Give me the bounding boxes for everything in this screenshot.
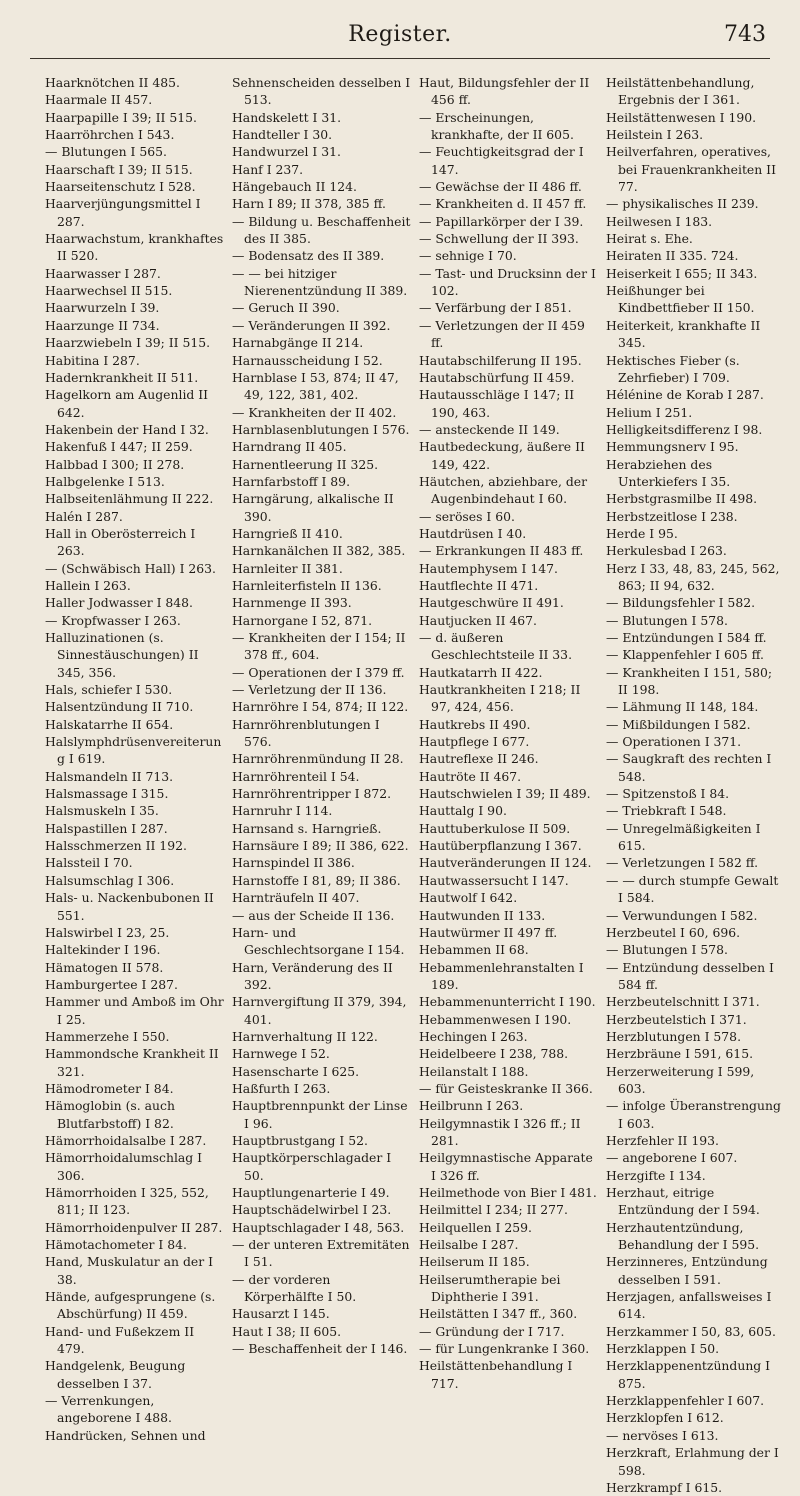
index-entry: Harnkanälchen II 382, 385. xyxy=(232,543,406,559)
index-entry: Hagelkorn am Augenlid II 642. xyxy=(45,387,209,420)
index-entry: — Spitzenstoß I 84. xyxy=(606,786,730,802)
index-entry: Harnröhre I 54, 874; II 122. xyxy=(232,699,409,715)
index-entry: Heilstättenbehandlung I 717. xyxy=(419,1358,573,1391)
index-entry: Hall in Oberösterreich I 263. xyxy=(45,525,196,559)
index-entry: — Klappenfehler I 605 ff. xyxy=(606,647,764,663)
index-columns xyxy=(45,74,785,1495)
index-entry: Heilmittel I 234; II 277. xyxy=(419,1202,568,1218)
index-entry: Sehnenscheiden desselben I 513. xyxy=(232,75,411,108)
index-entry: Hautwolf I 642. xyxy=(419,890,518,906)
index-entry: — Schwellung der II 393. xyxy=(419,231,579,247)
index-entry: — Feuchtigkeitsgrad der I 147. xyxy=(419,144,584,177)
index-entry: Hautkatarrh II 422. xyxy=(419,664,543,680)
index-entry: Helium I 251. xyxy=(606,404,693,420)
index-entry: Hautkrebs II 490. xyxy=(419,716,531,732)
index-entry: Hautflechte II 471. xyxy=(419,577,539,593)
index-entry: Heilbrunn I 263. xyxy=(419,1098,524,1114)
index-entry: Harndrang II 405. xyxy=(232,439,347,455)
index-entry: — Verwundungen I 582. xyxy=(606,907,758,923)
index-entry: Handteller I 30. xyxy=(232,127,333,143)
index-entry: Harnstoffe I 81, 89; II 386. xyxy=(232,872,401,888)
index-entry: — Unregelmäßigkeiten I 615. xyxy=(606,820,761,854)
index-entry: Herzjagen, anfallsweises I 614. xyxy=(606,1289,772,1322)
index-entry: Hämorrhoidalumschlag I 306. xyxy=(45,1150,203,1183)
index-entry: Haarverjüngungsmittel I 287. xyxy=(45,196,201,229)
index-entry: Haarmale II 457. xyxy=(45,92,153,108)
index-entry: — Verletzungen I 582 ff. xyxy=(606,855,759,871)
index-entry: Harn, Veränderung des II 392. xyxy=(232,959,393,992)
index-entry: Harnsäure I 89; II 386, 622. xyxy=(232,838,409,854)
index-entry: — d. äußeren Geschlechtsteile II 33. xyxy=(419,630,573,663)
index-entry: — aus der Scheide II 136. xyxy=(232,907,395,923)
index-entry: Hautjucken II 467. xyxy=(419,612,537,628)
index-entry: Halsmassage I 315. xyxy=(45,786,169,802)
index-entry: Herzblutungen I 578. xyxy=(606,1028,742,1044)
index-entry: Haarwurzeln I 39. xyxy=(45,300,160,316)
index-entry: Harnleiter II 381. xyxy=(232,560,343,576)
index-entry: Haßfurth I 263. xyxy=(232,1080,331,1096)
index-entry: Hemmungsnerv I 95. xyxy=(606,439,739,455)
index-entry: Haltekinder I 196. xyxy=(45,942,161,958)
index-entry: Hautveränderungen II 124. xyxy=(419,855,592,871)
index-entry: Haut I 38; II 605. xyxy=(232,1323,342,1339)
index-entry: Hebammenwesen I 190. xyxy=(419,1011,572,1027)
index-entry: Haarknötchen II 485. xyxy=(45,75,180,90)
index-entry: Hektisches Fieber (s. Zehrfieber) I 709. xyxy=(606,352,740,385)
page-header xyxy=(30,8,770,59)
index-entry: Herbstzeitlose I 238. xyxy=(606,508,738,524)
index-entry: Heilanstalt I 188. xyxy=(419,1063,529,1079)
index-entry: Halbgelenke I 513. xyxy=(45,473,165,489)
index-entry: — Bildung u. Beschaffenheit des II 385. xyxy=(232,213,411,247)
index-entry: Heißhunger bei Kindbettfieber II 150. xyxy=(606,283,755,316)
index-entry: Hämorrhoiden I 325, 552, 811; II 123. xyxy=(45,1185,209,1218)
index-entry: Harnverhaltung II 122. xyxy=(232,1028,378,1044)
index-entry: Herzkammer I 50, 83, 605. xyxy=(606,1323,776,1339)
index-entry: — Bodensatz des II 389. xyxy=(232,248,385,264)
index-entry: Harngrieß II 410. xyxy=(232,525,343,541)
index-entry: Hämorrhoidenpulver II 287. xyxy=(45,1219,223,1235)
index-entry: Halluzinationen (s. Sinnestäuschungen) II 345, 356. xyxy=(45,630,199,680)
index-entry: — infolge Überanstrengung I 603. xyxy=(606,1098,781,1131)
index-entry: Hautpflege I 677. xyxy=(419,734,530,750)
index-entry: Handwurzel I 31. xyxy=(232,144,341,160)
index-entry: — Krankheiten I 151, 580; II 198. xyxy=(606,664,773,698)
index-entry: — ansteckende II 149. xyxy=(419,421,560,437)
index-entry: Halsumschlag I 306. xyxy=(45,872,175,888)
index-entry: Heilstättenbehandlung, Ergebnis der I 361. xyxy=(606,75,755,108)
index-entry: Harnentleerung II 325. xyxy=(232,456,379,472)
index-entry: Halskatarrhe II 654. xyxy=(45,716,174,732)
index-entry: Haut, Bildungsfehler der II 456 ff. xyxy=(419,75,590,108)
index-entry: Harnfarbstoff I 89. xyxy=(232,473,351,489)
index-entry: Harnruhr I 114. xyxy=(232,803,333,819)
index-entry: Herbstgrasmilbe II 498. xyxy=(606,491,758,507)
index-entry: Hauptbrustgang I 52. xyxy=(232,1132,368,1148)
index-entry: Haarröhrchen I 543. xyxy=(45,127,175,143)
index-entry: — Krankheiten d. II 457 ff. xyxy=(419,196,587,212)
index-entry: Harnröhrenmündung II 28. xyxy=(232,751,404,767)
index-entry: Heilserumtherapie bei Diphtherie I 391. xyxy=(419,1271,561,1305)
index-entry: Hammondsche Krankheit II 321. xyxy=(45,1046,219,1079)
index-entry: — seröses I 60. xyxy=(419,508,515,524)
index-entry: Hautabschilferung II 195. xyxy=(419,352,582,368)
index-entry: Harnwege I 52. xyxy=(232,1046,330,1062)
index-entry: Haarwasser I 287. xyxy=(45,265,161,281)
index-entry: Heidelbeere I 238, 788. xyxy=(419,1046,569,1062)
index-entry: Hallein I 263. xyxy=(45,577,131,593)
index-entry: Heilmethode von Bier I 481. xyxy=(419,1185,597,1200)
index-entry: Harnspindel II 386. xyxy=(232,855,355,871)
index-entry: Hauptschädelwirbel I 23. xyxy=(232,1202,392,1218)
index-entry: — Erscheinungen, krankhafte, der II 605. xyxy=(419,109,574,143)
index-entry: Hebammenunterricht I 190. xyxy=(419,994,596,1010)
index-entry: — Beschaffenheit der I 146. xyxy=(232,1341,408,1357)
index-entry: Halswirbel I 23, 25. xyxy=(45,924,170,940)
index-entry: Haarwechsel II 515. xyxy=(45,283,173,299)
index-entry: Harn I 89; II 378, 385 ff. xyxy=(232,196,386,212)
index-entry: Harnmenge II 393. xyxy=(232,595,352,611)
index-entry: Heirat s. Ehe. xyxy=(606,231,693,247)
index-entry: Heiterkeit, krankhafte II 345. xyxy=(606,317,761,351)
index-entry: Hautwassersucht I 147. xyxy=(419,872,569,888)
index-entry: Heilserum II 185. xyxy=(419,1254,530,1270)
index-entry: Heilstättenwesen I 190. xyxy=(606,109,757,125)
index-entry: Heilstein I 263. xyxy=(606,127,704,143)
index-entry: Hechingen I 263. xyxy=(419,1028,528,1044)
index-entry: — für Lungenkranke I 360. xyxy=(419,1341,590,1357)
index-entry: — Triebkraft I 548. xyxy=(606,803,727,819)
index-column-2 xyxy=(232,74,411,1357)
index-entry: — — bei hitziger Nierenentzündung II 389. xyxy=(232,265,408,299)
index-column-4 xyxy=(606,74,785,1495)
index-entry: Herzgifte I 134. xyxy=(606,1167,706,1183)
index-entry: Hauptlungenarterie I 49. xyxy=(232,1185,390,1200)
index-entry: — Veränderungen II 392. xyxy=(232,317,391,333)
page-title: Register. xyxy=(348,22,452,47)
index-entry: Hanf I 237. xyxy=(232,161,304,177)
index-entry: Harnvergiftung II 379, 394, 401. xyxy=(232,994,407,1027)
index-entry: Haarzwiebeln I 39; II 515. xyxy=(45,335,211,351)
index-entry: Hand, Muskulatur an der I 38. xyxy=(45,1254,213,1287)
index-entry: Hautdrüsen I 40. xyxy=(419,525,527,541)
index-entry: Halbseitenlähmung II 222. xyxy=(45,491,214,507)
index-entry: Halsentzündung II 710. xyxy=(45,699,194,715)
index-entry: Haarpapille I 39; II 515. xyxy=(45,109,197,125)
index-entry: Harnröhrentripper I 872. xyxy=(232,786,392,802)
index-entry: Handskelett I 31. xyxy=(232,109,342,125)
index-entry: Halsschmerzen II 192. xyxy=(45,838,187,854)
index-entry: Hämodrometer I 84. xyxy=(45,1080,174,1096)
index-entry: Hautröte II 467. xyxy=(419,768,522,784)
index-entry: Harnabgänge II 214. xyxy=(232,335,364,351)
index-entry: Hautschwielen I 39; II 489. xyxy=(419,786,591,802)
index-entry: Herkulesbad I 263. xyxy=(606,543,727,559)
index-entry: Hadernkrankheit II 511. xyxy=(45,369,199,385)
index-entry: Hautüberpflanzung I 367. xyxy=(419,838,582,854)
index-entry: Hämorrhoidalsalbe I 287. xyxy=(45,1132,207,1148)
index-entry: — Blutungen I 565. xyxy=(45,144,167,160)
index-entry: Hautreflexe II 246. xyxy=(419,751,539,767)
index-entry: Habitina I 287. xyxy=(45,352,140,368)
index-entry: Hämatogen II 578. xyxy=(45,959,164,975)
index-entry: — Mißbildungen I 582. xyxy=(606,716,751,732)
index-entry: Hauttalg I 90. xyxy=(419,803,507,819)
index-entry: — sehnige I 70. xyxy=(419,248,517,264)
index-entry: Herzbeutel I 60, 696. xyxy=(606,924,741,940)
index-entry: Herz I 33, 48, 83, 245, 562, 863; II 94, 632. xyxy=(606,560,780,593)
index-entry: Halsmuskeln I 35. xyxy=(45,803,159,819)
index-entry: Herzhautentzündung, Behandlung der I 595. xyxy=(606,1219,760,1253)
index-entry: Heiraten II 335. 724. xyxy=(606,248,739,264)
index-entry: Halssteil I 70. xyxy=(45,855,133,871)
index-entry: Herzbeutelschnitt I 371. xyxy=(606,994,760,1010)
index-entry: Hakenfuß I 447; II 259. xyxy=(45,439,193,455)
index-entry: Hals, schiefer I 530. xyxy=(45,682,173,698)
index-entry: Herzhaut, eitrige Entzündung der I 594. xyxy=(606,1185,760,1218)
index-entry: Herabziehen des Unterkiefers I 35. xyxy=(606,456,731,489)
index-entry: Heilquellen I 259. xyxy=(419,1219,532,1235)
index-entry: Hélénine de Korab I 287. xyxy=(606,387,764,403)
index-column-3 xyxy=(419,74,598,1391)
index-entry: — Lähmung II 148, 184. xyxy=(606,699,759,715)
index-entry: — Blutungen I 578. xyxy=(606,942,728,958)
index-entry: Hand- und Fußekzem II 479. xyxy=(45,1323,195,1357)
index-entry: Halbbad I 300; II 278. xyxy=(45,456,185,472)
index-entry: — Geruch II 390. xyxy=(232,300,340,316)
index-entry: Harnträufeln II 407. xyxy=(232,890,360,906)
index-entry: Hausarzt I 145. xyxy=(232,1306,330,1322)
index-entry: Harnblasenblutungen I 576. xyxy=(232,421,410,437)
index-entry: Heilstätten I 347 ff., 360. xyxy=(419,1306,578,1322)
index-entry: — Entzündungen I 584 ff. xyxy=(606,630,767,645)
index-entry: — Blutungen I 578. xyxy=(606,612,728,628)
index-entry: — Kropfwasser I 263. xyxy=(45,612,181,628)
index-entry: Helligkeitsdifferenz I 98. xyxy=(606,421,763,437)
index-entry: Hammer und Amboß im Ohr I 25. xyxy=(45,994,224,1027)
index-entry: Hautausschläge I 147; II 190, 463. xyxy=(419,387,575,420)
index-entry: Halspastillen I 287. xyxy=(45,820,168,836)
page-number: 743 xyxy=(724,22,766,47)
index-entry: Harnsand s. Harngrieß. xyxy=(232,820,382,836)
index-column-1 xyxy=(45,74,224,1443)
index-entry: Hautbedeckung, äußere II 149, 422. xyxy=(419,439,585,472)
index-entry: Halén I 287. xyxy=(45,508,123,524)
index-entry: — Krankheiten der I 154; II 378 ff., 604. xyxy=(232,630,406,663)
index-entry: — Verrenkungen, angeborene I 488. xyxy=(45,1393,172,1426)
index-entry: Heilwesen I 183. xyxy=(606,213,713,229)
index-entry: Handgelenk, Beugung desselben I 37. xyxy=(45,1358,186,1391)
index-entry: Herde I 95. xyxy=(606,525,678,541)
index-entry: Handrücken, Sehnen und xyxy=(45,1427,206,1443)
index-entry: Harngärung, alkalische II 390. xyxy=(232,491,394,524)
index-entry: — für Geisteskranke II 366. xyxy=(419,1080,593,1096)
index-entry: Herzinneres, Entzündung desselben I 591. xyxy=(606,1254,768,1287)
index-entry: Hämoglobin (s. auch Blutfarbstoff) I 82. xyxy=(45,1098,175,1131)
index-entry: Hautkrankheiten I 218; II 97, 424, 456. xyxy=(419,682,581,715)
index-entry: Haarzunge II 734. xyxy=(45,317,160,333)
index-entry: Harn- und Geschlechtsorgane I 154. xyxy=(232,924,405,958)
index-entry: — Erkrankungen II 483 ff. xyxy=(419,543,584,559)
index-entry: — Bildungsfehler I 582. xyxy=(606,595,756,611)
index-entry: Hämotachometer I 84. xyxy=(45,1237,187,1253)
index-entry: Haarwachstum, krankhaftes II 520. xyxy=(45,231,224,264)
index-entry: — Gründung der I 717. xyxy=(419,1323,565,1339)
index-entry: — — durch stumpfe Gewalt I 584. xyxy=(606,872,779,906)
index-entry: Heilgymnastik I 326 ff.; II 281. xyxy=(419,1115,581,1148)
index-entry: Harnröhrenteil I 54. xyxy=(232,768,360,784)
index-entry: Herzbräune I 591, 615. xyxy=(606,1046,754,1062)
index-entry: Häutchen, abziehbare, der Augenbindehaut I 60. xyxy=(419,473,588,507)
index-entry: Herzerweiterung I 599, 603. xyxy=(606,1063,755,1096)
index-entry: Hals- u. Nackenbubonen II 551. xyxy=(45,890,214,923)
index-entry: — Tast- und Drucksinn der I 102. xyxy=(419,265,596,299)
index-entry: Heilsalbe I 287. xyxy=(419,1237,519,1253)
index-entry: Hängebauch II 124. xyxy=(232,179,357,195)
index-entry: Hauptschlagader I 48, 563. xyxy=(232,1219,405,1235)
index-entry: — Operationen der I 379 ff. xyxy=(232,664,405,680)
index-entry: Hauptbrennpunkt der Linse I 96. xyxy=(232,1098,408,1131)
index-entry: Harnorgane I 52, 871. xyxy=(232,612,373,628)
index-entry: Harnblase I 53, 874; II 47, 49, 122, 381, 402. xyxy=(232,369,399,403)
index-entry: — Verfärbung der I 851. xyxy=(419,300,572,316)
index-entry: — Verletzungen der II 459 ff. xyxy=(419,317,585,351)
index-entry: Hauptkörperschlagader I 50. xyxy=(232,1150,392,1183)
index-entry: Harnausscheidung I 52. xyxy=(232,352,383,368)
index-entry: Hakenbein der Hand I 32. xyxy=(45,421,209,437)
index-entry: Heilverfahren, operatives, bei Frauenkrankheiten II 77. xyxy=(606,144,776,195)
index-entry: Heilgymnastische Apparate I 326 ff. xyxy=(419,1150,593,1183)
index-entry: Herzklappenentzündung I 875. xyxy=(606,1358,771,1391)
index-entry: — der unteren Extremitäten I 51. xyxy=(232,1237,410,1270)
index-entry: Hebammenlehranstalten I 189. xyxy=(419,959,584,992)
index-entry: — nervöses I 613. xyxy=(606,1427,719,1443)
index-entry: Hauttuberkulose II 509. xyxy=(419,820,571,836)
index-entry: Herzbeutelstich I 371. xyxy=(606,1011,747,1027)
index-entry: Harnröhrenblutungen I 576. xyxy=(232,716,380,750)
index-entry: Harnleiterfisteln II 136. xyxy=(232,577,382,593)
index-entry: — Saugkraft des rechten I 548. xyxy=(606,751,772,784)
index-entry: — physikalisches II 239. xyxy=(606,196,759,212)
index-entry: — der vorderen Körperhälfte I 50. xyxy=(232,1271,357,1305)
index-entry: — angeborene I 607. xyxy=(606,1150,738,1166)
index-entry: — Gewächse der II 486 ff. xyxy=(419,179,582,195)
index-entry: — Papillarkörper der I 39. xyxy=(419,213,584,229)
index-entry: Hautabschürfung II 459. xyxy=(419,369,575,385)
index-entry: Hebammen II 68. xyxy=(419,942,529,958)
index-entry: Herzklappen I 50. xyxy=(606,1341,720,1357)
index-entry: Heiserkeit I 655; II 343. xyxy=(606,265,758,281)
index-entry: Herzklappenfehler I 607. xyxy=(606,1393,765,1409)
index-entry: — Operationen I 371. xyxy=(606,734,742,750)
index-entry: Hautgeschwüre II 491. xyxy=(419,595,564,611)
index-entry: Hände, aufgesprungene (s. Abschürfung) II 459. xyxy=(45,1289,216,1322)
index-entry: Hamburgertee I 287. xyxy=(45,976,178,992)
index-entry: Herzkrampf I 615. xyxy=(606,1479,723,1495)
index-entry: Herzkraft, Erlahmung der I 598. xyxy=(606,1445,779,1478)
index-entry: — Entzündung desselben I 584 ff. xyxy=(606,959,774,992)
index-entry: Herzklopfen I 612. xyxy=(606,1410,724,1426)
index-entry: Haller Jodwasser I 848. xyxy=(45,595,193,611)
index-entry: Haarseitenschutz I 528. xyxy=(45,179,196,195)
index-entry: Hasenscharte I 625. xyxy=(232,1063,360,1079)
index-entry: Hautwunden II 133. xyxy=(419,907,546,923)
index-entry: — Verletzung der II 136. xyxy=(232,682,387,698)
index-entry: Halslymphdrüsenvereiterung I 619. xyxy=(45,734,222,767)
index-entry: Hautemphysem I 147. xyxy=(419,560,558,576)
index-entry: Halsmandeln II 713. xyxy=(45,768,174,784)
index-entry: Hautwürmer II 497 ff. xyxy=(419,924,558,940)
index-entry: — (Schwäbisch Hall) I 263. xyxy=(45,560,216,576)
index-entry: Haarschaft I 39; II 515. xyxy=(45,161,193,177)
index-entry: — Krankheiten der II 402. xyxy=(232,404,397,420)
index-entry: Hammerzehe I 550. xyxy=(45,1028,170,1044)
index-entry: Herzfehler II 193. xyxy=(606,1132,719,1148)
